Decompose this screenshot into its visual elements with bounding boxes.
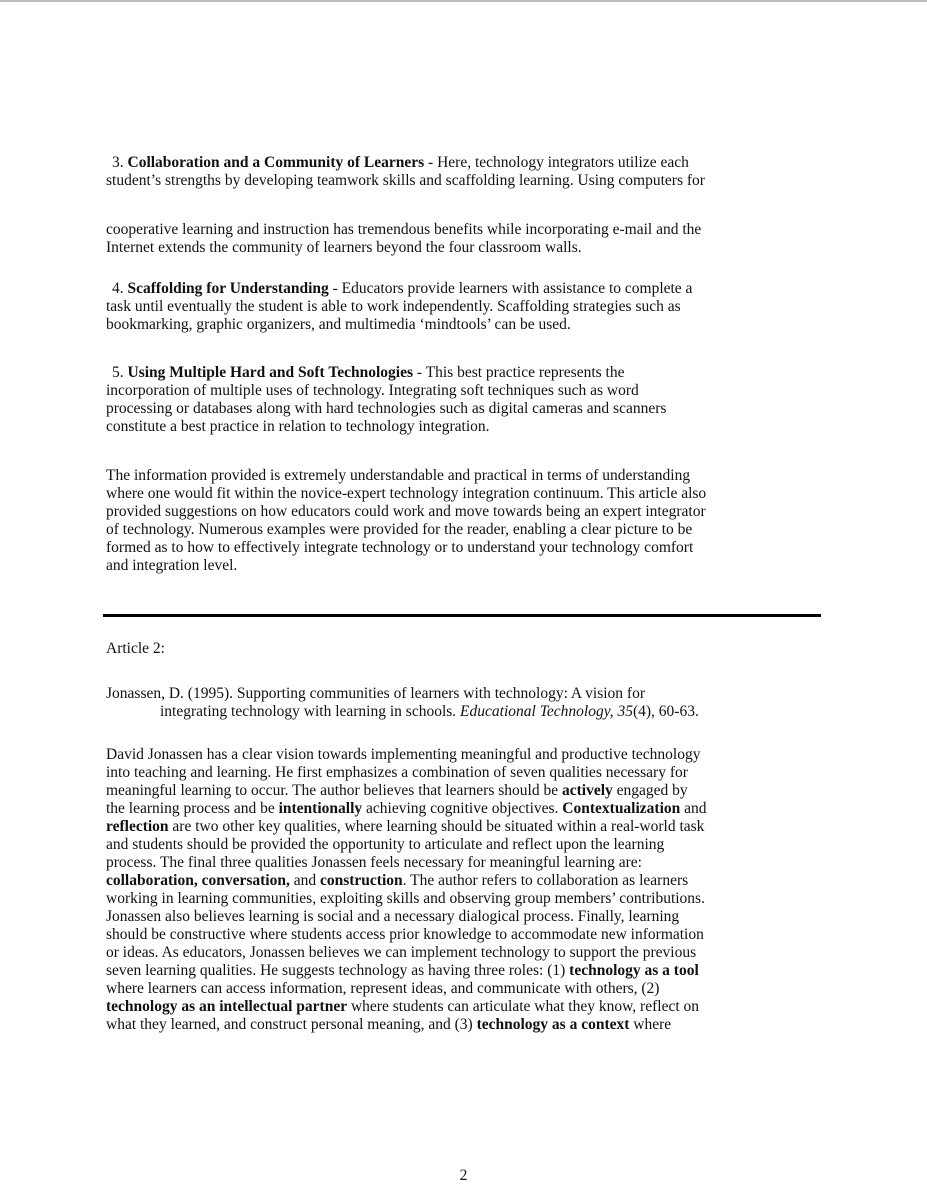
item-heading: Using Multiple Hard and Soft Technologies [127,364,414,381]
item-text: - Here, technology integrators utilize each [424,154,689,171]
body-line [106,998,822,1016]
summary-line: and integration level. [106,557,238,574]
summary-line: of technology. Numerous examples were provided for the reader, enabling a clear picture to be [106,521,693,538]
body-bold: technology as a tool [569,962,699,979]
body-text: what they learned, and construct personal meaning, and (3) [106,1016,477,1033]
list-item-4-line-2: task until eventually the student is able to work independently. Scaffolding strategies such as [106,298,681,315]
body-bold: technology as a context [476,1016,630,1033]
list-item-5-line-2: incorporation of multiple uses of technology. Integrating soft techniques such as word [106,382,639,399]
item-number: 5. [112,364,124,381]
body-text: the learning process and be [106,800,279,817]
article-2-label: Article 2: [106,640,165,657]
list-item-3-continued [106,221,822,257]
item-number: 4. [112,280,124,297]
body-line: process. The final three qualities Jonassen feels necessary for meaningful learning are: [106,854,642,871]
citation-title: integrating technology with learning in schools. [160,703,461,720]
body-text: where [629,1016,672,1033]
list-item-3-line-3: cooperative learning and instruction has tremendous benefits while incorporating e-mail and the [106,221,702,238]
list-item-5-line-3: processing or databases along with hard technologies such as digital cameras and scanners [106,400,667,417]
body-text: seven learning qualities. He suggests technology as having three roles: (1) [106,962,570,979]
list-item-5-line-4: constitute a best practice in relation to technology integration. [106,418,490,435]
body-line: working in learning communities, exploiting skills and observing group members’ contributions. [106,890,705,907]
list-item-5 [106,364,822,436]
body-line [106,800,822,818]
body-bold: technology as an intellectual partner [106,998,348,1015]
body-line [106,782,822,800]
body-bold: intentionally [278,800,363,817]
list-item-3-line-2: student’s strengths by developing teamwork skills and scaffolding learning. Using computers for [106,172,705,189]
body-bold: construction [319,872,403,889]
body-line: or ideas. As educators, Jonassen believes we can implement technology to support the previous [106,944,697,961]
body-paragraph [106,746,822,1034]
summary-line: where one would fit within the novice-expert technology integration continuum. This article also [106,485,707,502]
body-text: and [289,872,320,889]
body-text: . The author refers to collaboration as learners [402,872,689,889]
body-line: into teaching and learning. He first emphasizes a combination of seven qualities necessary for [106,764,688,781]
list-item-4-line-1 [106,280,822,298]
article-label [106,640,822,658]
list-item-5-line-1 [106,364,822,382]
body-text: where students can articulate what they know, reflect on [347,998,700,1015]
body-line: should be constructive where students access prior knowledge to accommodate new information [106,926,704,943]
body-line: David Jonassen has a clear vision towards implementing meaningful and productive technology [106,746,701,763]
body-text: engaged by [612,782,688,799]
body-line [106,1016,822,1034]
citation-pages: (4), 60-63. [632,703,699,720]
summary-line: The information provided is extremely understandable and practical in terms of understanding [106,467,691,484]
body-text: meaningful learning to occur. The author believes that learners should be [106,782,562,799]
body-bold: collaboration, conversation, [106,872,290,889]
body-line [106,818,822,836]
list-item-4-line-3: bookmarking, graphic organizers, and multimedia ‘mindtools’ can be used. [106,316,571,333]
summary-line: provided suggestions on how educators could work and move towards being an expert integrator [106,503,706,520]
list-item-4 [106,280,822,334]
item-text: - This best practice represents the [413,364,625,381]
body-line: Jonassen also believes learning is social and a necessary dialogical process. Finally, learning [106,908,680,925]
body-text: and [680,800,707,817]
section-divider [103,614,821,617]
summary-line: formed as to how to effectively integrate technology or to understand your technology comfort [106,539,694,556]
body-line [106,962,822,980]
body-bold: Contextualization [562,800,681,817]
item-heading: Scaffolding for Understanding [127,280,329,297]
body-line: and students should be provided the opportunity to articulate and reflect upon the learning [106,836,665,853]
citation [106,685,822,721]
body-line: where learners can access information, represent ideas, and communicate with others, (2) [106,980,660,997]
page-number: 2 [459,1167,468,1184]
citation-journal: Educational Technology, 35 [460,703,633,720]
citation-line-1: Jonassen, D. (1995). Supporting communities of learners with technology: A vision for [106,685,645,702]
item-number: 3. [112,154,124,171]
citation-line-2 [106,703,822,721]
summary-paragraph [106,467,822,575]
body-line [106,872,822,890]
item-text: - Educators provide learners with assistance to complete a [328,280,693,297]
item-heading: Collaboration and a Community of Learners [127,154,425,171]
body-text: are two other key qualities, where learning should be situated within a real-world task [168,818,705,835]
body-bold: actively [561,782,613,799]
list-item-3-line-1 [106,154,822,172]
body-bold: reflection [106,818,169,835]
list-item-3 [106,154,822,190]
body-text: achieving cognitive objectives. [362,800,563,817]
list-item-3-line-4: Internet extends the community of learners beyond the four classroom walls. [106,239,582,256]
